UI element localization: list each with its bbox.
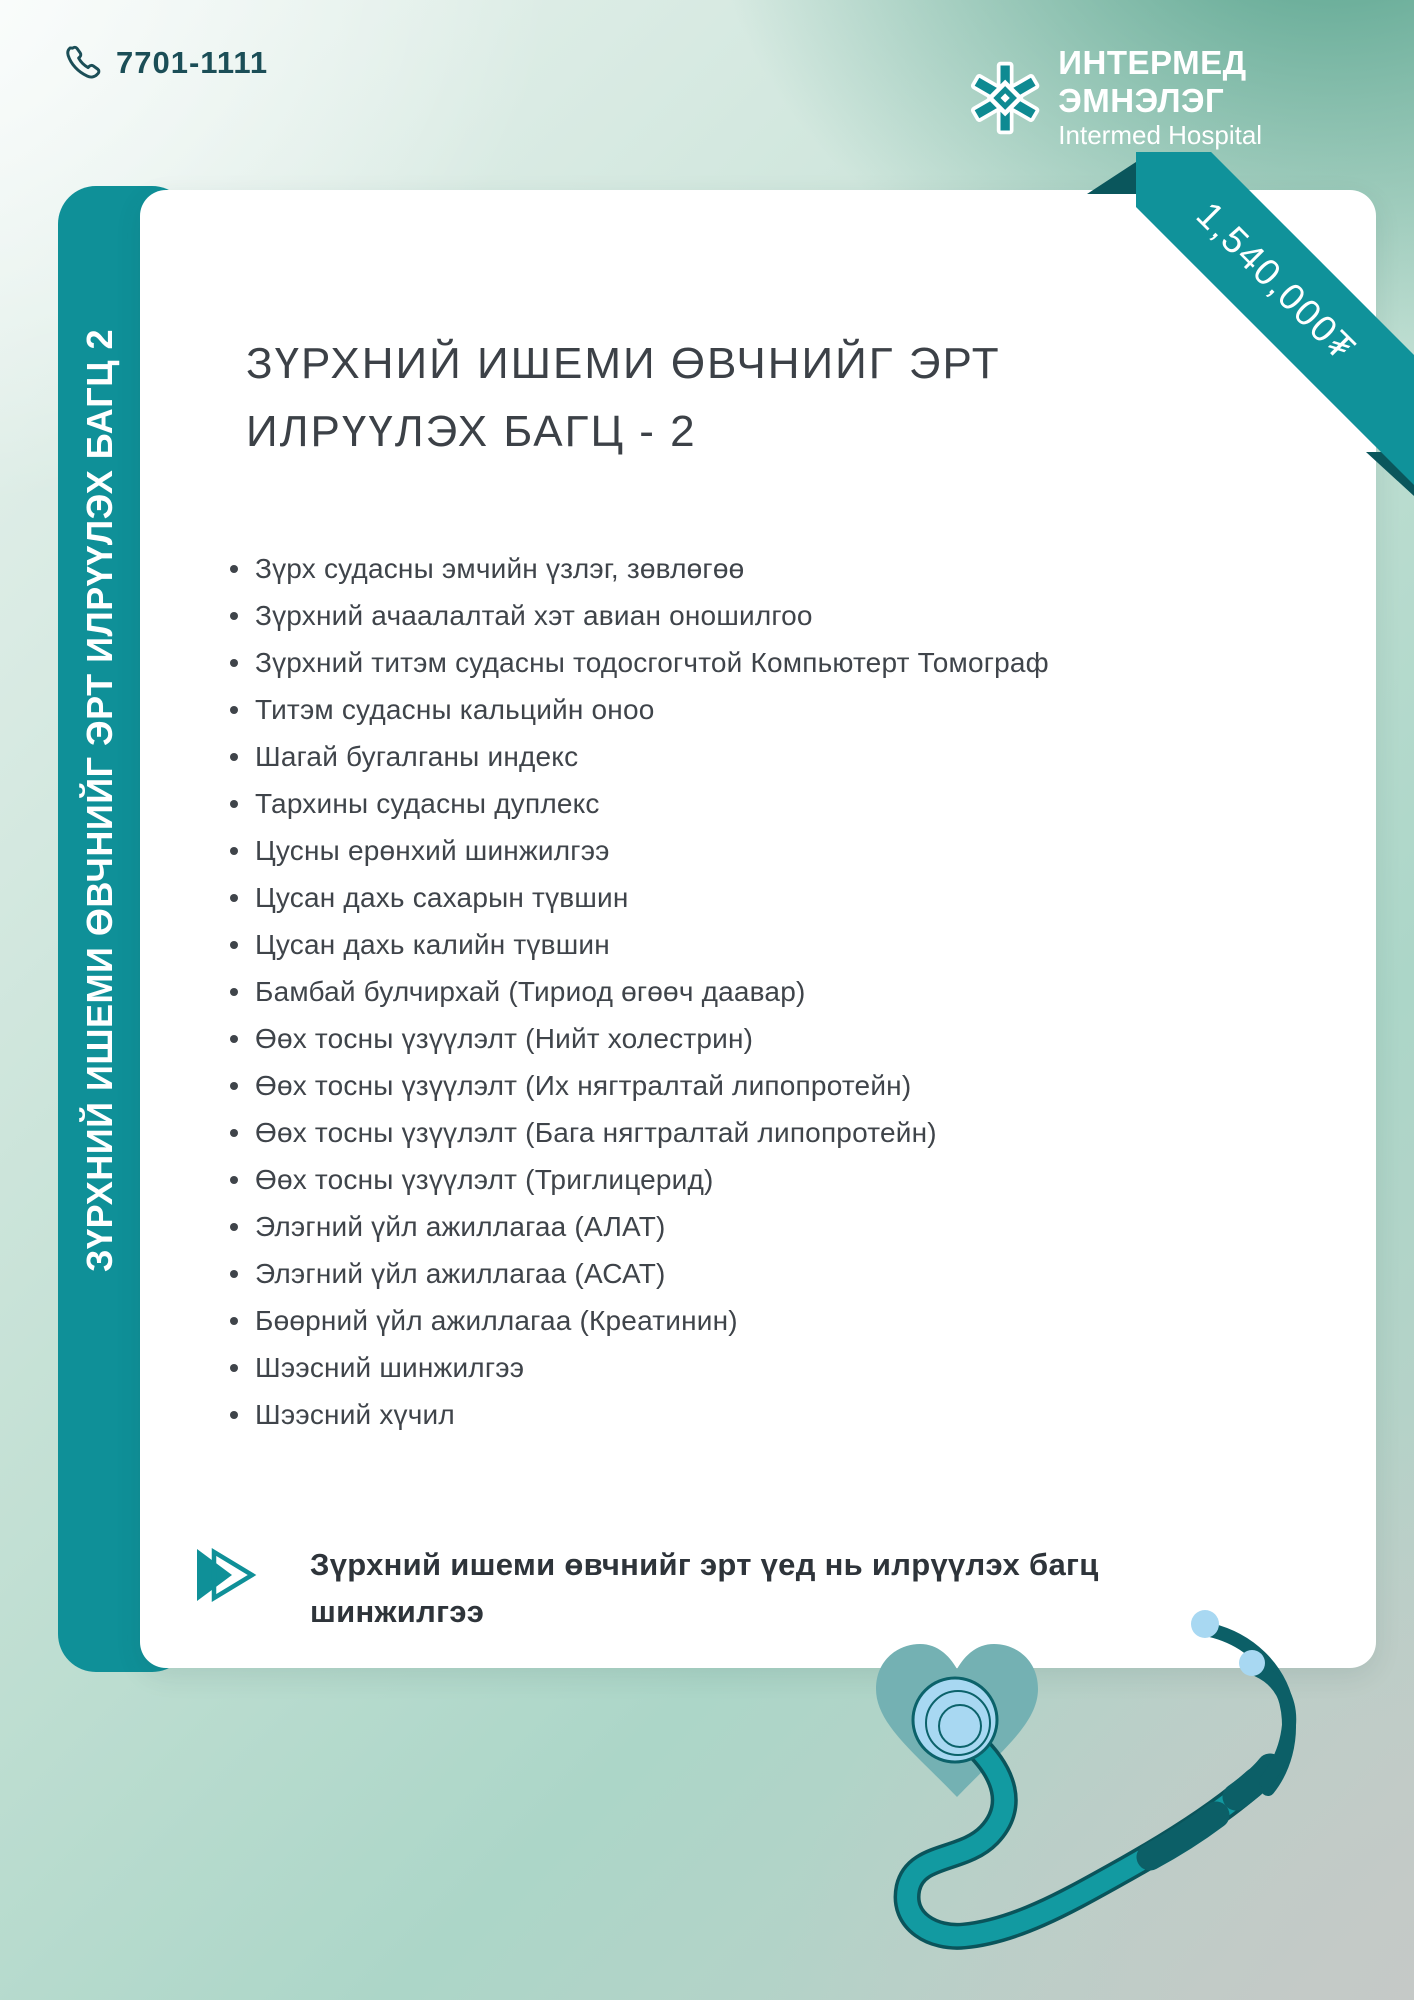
list-item [230, 1156, 1290, 1203]
test-list [230, 545, 1290, 1438]
list-item-label: Зүрхний ачаалалтай хэт авиан оношилгоо [255, 600, 813, 631]
price-ribbon [1136, 152, 1414, 582]
list-item-label: Шагай бугалганы индекс [255, 741, 579, 772]
list-item [230, 1297, 1290, 1344]
list-item-label: Бамбай булчирхай (Тириод өгөөч даавар) [255, 976, 806, 1007]
bullet-icon [230, 800, 238, 808]
bullet-icon [230, 988, 238, 996]
list-item [230, 1250, 1290, 1297]
bullet-icon [230, 1317, 238, 1325]
ribbon-fold-left-icon [1087, 160, 1139, 194]
ribbon-band [1136, 152, 1414, 541]
logo-title: ИНТЕРМЕД ЭМНЭЛЭГ [1058, 44, 1247, 119]
bullet-icon [230, 1270, 238, 1278]
bullet-icon [230, 706, 238, 714]
list-item-label: Тархины судасны дуплекс [255, 788, 600, 819]
bullet-icon [230, 1223, 238, 1231]
list-item-label: Элэгний үйл ажиллагаа (АСАТ) [255, 1258, 666, 1289]
phone-contact [62, 42, 268, 84]
list-item [230, 1203, 1290, 1250]
list-item-label: Өөх тосны үзүүлэлт (Нийт холестрин) [255, 1023, 754, 1054]
bullet-icon [230, 1082, 238, 1090]
page-title: ЗҮРХНИЙ ИШЕМИ ӨВЧНИЙГ ЭРТ ИЛРҮҮЛЭХ БАГЦ - 2 [246, 339, 1001, 457]
logo-text [1058, 44, 1414, 151]
list-item [230, 921, 1290, 968]
list-item-label: Элэгний үйл ажиллагаа (АЛАТ) [255, 1211, 666, 1242]
list-item [230, 733, 1290, 780]
bullet-icon [230, 894, 238, 902]
list-item-label: Титэм судасны кальцийн оноо [255, 694, 655, 725]
bullet-icon [230, 753, 238, 761]
list-item [230, 1062, 1290, 1109]
list-item-label: Өөх тосны үзүүлэлт (Их нягтралтай липопротейн) [255, 1070, 912, 1101]
heart-stethoscope-illustration [680, 1585, 1340, 2000]
list-item-label: Зүрхний титэм судасны тодосгогчтой Компьютерт Томограф [255, 647, 1049, 678]
bullet-icon [230, 1364, 238, 1372]
list-item [230, 780, 1290, 827]
list-item [230, 1391, 1290, 1438]
bullet-icon [230, 1176, 238, 1184]
phone-number: 7701-1111 [116, 45, 269, 80]
list-item [230, 1344, 1290, 1391]
bullet-icon [230, 1411, 238, 1419]
list-item [230, 686, 1290, 733]
header [0, 0, 1414, 150]
list-item-label: Зүрх судасны эмчийн үзлэг, зөвлөгөө [255, 553, 745, 584]
bullet-icon [230, 941, 238, 949]
list-item-label: Шээсний шинжилгээ [255, 1352, 525, 1383]
bullet-icon [230, 659, 238, 667]
list-item [230, 592, 1290, 639]
list-item [230, 639, 1290, 686]
double-chevron-right-icon [196, 1548, 264, 1602]
list-item [230, 1109, 1290, 1156]
hospital-logo [968, 44, 1414, 151]
bullet-icon [230, 1129, 238, 1137]
phone-icon [62, 42, 104, 84]
list-item [230, 874, 1290, 921]
list-item-label: Цусны ерөнхий шинжилгээ [255, 835, 610, 866]
bullet-icon [230, 612, 238, 620]
logo-subtitle: Intermed Hospital [1058, 119, 1263, 150]
list-item-label: Цусан дахь сахарын түвшин [255, 882, 629, 913]
list-item-label: Шээсний хүчил [255, 1399, 455, 1430]
list-item-label: Өөх тосны үзүүлэлт (Бага нягтралтай липопротейн) [255, 1117, 937, 1148]
ribbon-price: 1,540,000₮ [1188, 193, 1365, 370]
bullet-icon [230, 565, 238, 573]
list-item-label: Бөөрний үйл ажиллагаа (Креатинин) [255, 1305, 738, 1336]
list-item [230, 545, 1290, 592]
list-item [230, 827, 1290, 874]
sidebar-vertical-label: ЗҮРХНИЙ ИШЕМИ ӨВЧНИЙГ ЭРТ ИЛРҮҮЛЭХ БАГЦ 2 [79, 328, 120, 1272]
bullet-icon [230, 1035, 238, 1043]
medical-asterisk-icon [968, 60, 1042, 136]
list-item-label: Өөх тосны үзүүлэлт (Триглицерид) [255, 1164, 714, 1195]
list-item-label: Цусан дахь калийн түвшин [255, 929, 610, 960]
list-item [230, 1015, 1290, 1062]
footer-note: Зүрхний ишеми өвчнийг эрт үед нь илрүүлэх багц шинжилгээ [310, 1547, 1099, 1629]
bullet-icon [230, 847, 238, 855]
list-item [230, 968, 1290, 1015]
